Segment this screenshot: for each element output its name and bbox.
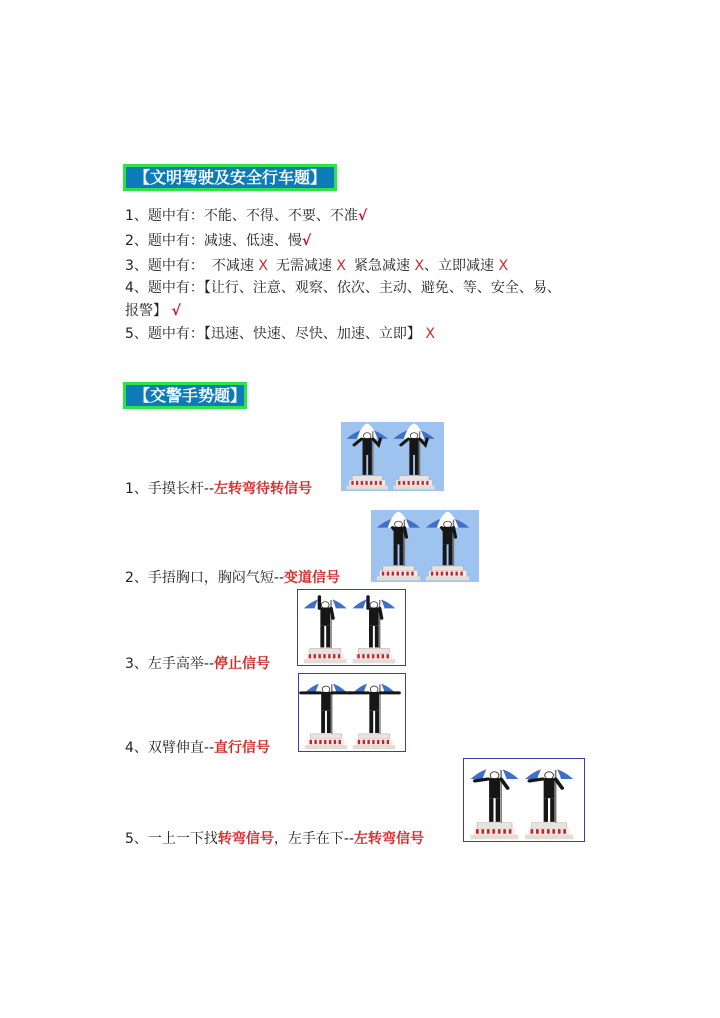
rule-part: 立即减速: [438, 258, 495, 274]
rule-line-3: [125, 256, 508, 276]
gesture-figures-graphic: [371, 510, 479, 582]
rule-line-5: [125, 324, 435, 344]
gesture-line-2: [125, 568, 340, 588]
cross-mark: X: [336, 258, 347, 274]
gesture-figures-graphic: [341, 422, 444, 491]
gesture-figures-graphic: [464, 759, 584, 841]
gesture-line-4: [125, 738, 270, 758]
rule-part: 不减速: [211, 258, 254, 274]
gesture-line-3: [125, 654, 270, 674]
gesture-text: 1、手摸长杆--: [125, 481, 215, 497]
rule-text: 1、题中有：不能、不得、不要、不准: [125, 208, 358, 224]
gesture-line-1: [125, 479, 312, 499]
separator: 、: [424, 258, 439, 274]
gesture-answer: 停止信号: [214, 656, 271, 672]
gesture-text: 5、一上一下找: [125, 831, 218, 847]
traffic-police-gesture-image-1: [341, 422, 444, 491]
traffic-police-gesture-image-3: [297, 589, 406, 666]
gesture-figures-graphic: [298, 590, 405, 665]
cross-mark: X: [414, 258, 425, 274]
rule-part: 无需减速: [275, 258, 332, 274]
gesture-figures-graphic: [299, 674, 405, 751]
rule-text: 4、题中有：【让行、注意、观察、依次、主动、避免、等、安全、易、: [125, 280, 561, 296]
traffic-police-gesture-image-2: [371, 510, 479, 582]
rule-text: 5、题中有：【迅速、快速、尽快、加速、立即】: [125, 326, 421, 342]
traffic-police-gesture-image-5: [463, 758, 585, 842]
rule-text: 2、题中有：减速、低速、慢: [125, 233, 302, 249]
rule-line-2: [125, 231, 311, 251]
rule-line-4: [125, 278, 561, 298]
cross-mark: X: [498, 258, 509, 274]
cross-mark: X: [258, 258, 268, 274]
traffic-police-gesture-image-4: [298, 673, 406, 752]
section-heading-civilized-driving: 【文明驾驶及安全行车题】: [123, 164, 337, 191]
rule-text: 报警】: [125, 303, 167, 319]
gesture-highlight: 转弯信号: [217, 831, 274, 847]
gesture-answer: 左转弯待转信号: [214, 481, 313, 497]
rule-line-4-cont: [125, 301, 181, 321]
gesture-answer: 直行信号: [214, 740, 271, 756]
check-mark: √: [301, 233, 312, 249]
gesture-text: 4、双臂伸直--: [125, 740, 215, 756]
rule-line-1: [125, 206, 367, 226]
gesture-text: 3、左手高举--: [125, 656, 215, 672]
gesture-answer: 变道信号: [284, 570, 341, 586]
check-mark: √: [357, 208, 368, 224]
gesture-text: 2、手捂胸口，胸闷气短--: [125, 570, 285, 586]
check-mark: √: [171, 303, 181, 319]
cross-mark: X: [425, 326, 435, 342]
gesture-line-5: [125, 829, 424, 849]
gesture-text: ，左手在下--: [273, 831, 355, 847]
rule-text: 3、题中有：: [125, 258, 204, 274]
section-heading-police-gestures: 【交警手势题】: [123, 382, 247, 409]
gesture-answer: 左转弯信号: [354, 831, 425, 847]
rule-part: 紧急减速: [354, 258, 411, 274]
